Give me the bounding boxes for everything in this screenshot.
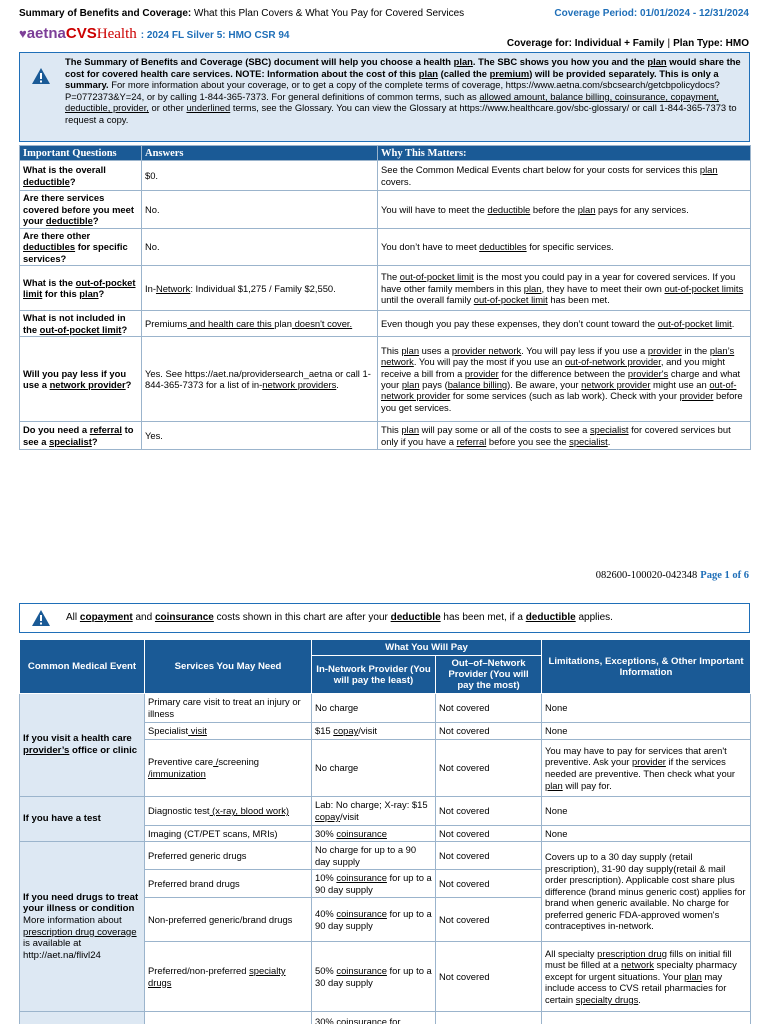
out-network-cell: Not covered: [436, 740, 542, 797]
common-medical-events-table: [19, 639, 751, 1024]
document-title: Summary of Benefits and Coverage: What this Plan Covers & What You Pay for Covered Services: [19, 8, 465, 19]
column-header-event: Common Medical Event: [20, 640, 145, 694]
heart-icon: ♥: [19, 26, 27, 41]
out-network-cell: Not covered: [436, 694, 542, 723]
question-cell: What is the overall deductible?: [20, 161, 142, 191]
column-header: Answers: [142, 146, 378, 161]
service-cell: Non-preferred generic/brand drugs: [145, 898, 312, 942]
out-network-cell: Not covered: [436, 870, 542, 898]
answer-cell: No.: [142, 229, 378, 266]
table-row: [20, 337, 751, 422]
in-network-cell: $15 copay/visit: [312, 723, 436, 740]
why-cell: See the Common Medical Events chart below for your costs for services this plan covers.: [378, 161, 751, 191]
limitations-cell: All specialty prescription drug fills on initial fill must be filled at a network specialty pharmacy except for urgent situations. Your plan may include access to CVS retail pharmacies for certain specialty drugs.: [542, 942, 751, 1012]
in-network-cell: 50% coinsurance for up to a 30 day supply: [312, 942, 436, 1012]
in-network-cell: No charge: [312, 694, 436, 723]
table-row: [20, 191, 751, 229]
page-number: Page 1 of 6: [700, 570, 749, 581]
out-network-cell: Not covered: [436, 842, 542, 870]
limitations-cell: None: [542, 826, 751, 842]
cost-sharing-notice: All copayment and coinsurance costs shown in this chart are after your deductible has been met, if a deductible applies.: [19, 603, 750, 633]
sbc-header: [19, 8, 749, 22]
why-cell: This plan uses a provider network. You will pay less if you use a provider in the plan’s network. You will pay the most if you use an out-of-network provider, and you might receive a bill from a provider for the difference between the provider's charge and what your plan pays (balance billing). Be aware, your network provider might use an out-of-network provider for some services (such as lab work). Check with your provider before you get services.: [378, 337, 751, 422]
out-network-cell: Not covered: [436, 942, 542, 1012]
in-network-cell: 10% coinsurance for up to a 90 day supply: [312, 870, 436, 898]
in-network-cell: No charge for up to a 90 day supply: [312, 842, 436, 870]
limitations-cell: Covers up to a 30 day supply (retail prescription), 31-90 day supply(retail & mail order prescription). Applicable cost share plus difference (brand minus generic cost) applies for brand when generic available. No charge for preferred generic FDA-approved women's contraceptives in-network.: [542, 842, 751, 942]
plan-type: Plan Type: HMO: [673, 38, 749, 49]
limitations-cell: You may have to pay for services that aren't preventive. Ask your provider if the services needed are preventive. Then check what your plan will pay for.: [542, 740, 751, 797]
why-cell: You don’t have to meet deductibles for specific services.: [378, 229, 751, 266]
event-cell: If you need drugs to treat your illness or condition More information about prescription drug coverage is available at http://aet.na/flivl24: [20, 842, 145, 1012]
question-cell: What is the out-of-pocket limit for this plan?: [20, 266, 142, 311]
limitations-cell: None: [542, 723, 751, 740]
answer-cell: Premiums and health care this plan doesn't cover.: [142, 311, 378, 337]
service-cell: Specialist visit: [145, 723, 312, 740]
table-row: [20, 842, 751, 870]
answer-cell: Yes.: [142, 422, 378, 450]
answer-cell: Yes. See https://aet.na/providersearch_aetna or call 1-844-365-7373 for a list of in-network providers.: [142, 337, 378, 422]
answer-cell: No.: [142, 191, 378, 229]
why-cell: Even though you pay these expenses, they don’t count toward the out-of-pocket limit.: [378, 311, 751, 337]
why-cell: You will have to meet the deductible before the plan pays for any services.: [378, 191, 751, 229]
limitations-cell: None: [542, 694, 751, 723]
table-row: [20, 161, 751, 191]
column-header: Why This Matters:: [378, 146, 751, 161]
table-row: [20, 311, 751, 337]
why-cell: This plan will pay some or all of the costs to see a specialist for covered services but only if you have a referral before you see the specialist.: [378, 422, 751, 450]
column-header-limitations: Limitations, Exceptions, & Other Important Information: [542, 640, 751, 694]
out-network-cell: Not covered: [436, 898, 542, 942]
warning-icon: [31, 67, 51, 85]
why-cell: The out-of-pocket limit is the most you could pay in a year for covered services. If you have other family members in this plan, they have to meet their own out-of-pocket limits until the overall family out-of-pocket limit has been met.: [378, 266, 751, 311]
column-header-out-network: Out–of–Network Provider (You will pay the most): [436, 656, 542, 694]
in-network-cell: 30% coinsurance for: [312, 1012, 436, 1024]
brand-row: [19, 25, 749, 47]
answer-cell: $0.: [142, 161, 378, 191]
table-row: [20, 797, 751, 826]
document-id: 082600-100020-042348: [595, 570, 698, 581]
limitations-cell: [542, 1012, 751, 1024]
answer-cell: In-Network: Individual $1,275 / Family $2,550.: [142, 266, 378, 311]
service-cell: Preferred brand drugs: [145, 870, 312, 898]
warning-icon: [31, 609, 51, 627]
event-cell: If you visit a health care provider’s office or clinic: [20, 694, 145, 797]
service-cell: [145, 1012, 312, 1024]
plan-name: : 2024 FL Silver 5: HMO CSR 94: [140, 30, 290, 41]
column-header-in-network: In-Network Provider (You will pay the least): [312, 656, 436, 694]
column-header-what-you-pay: What You Will Pay: [312, 640, 542, 656]
in-network-cell: No charge: [312, 740, 436, 797]
table-row: [20, 266, 751, 311]
question-cell: Do you need a referral to see a specialist?: [20, 422, 142, 450]
out-network-cell: Not covered: [436, 723, 542, 740]
in-network-cell: 30% coinsurance: [312, 826, 436, 842]
out-network-cell: [436, 1012, 542, 1024]
out-network-cell: Not covered: [436, 826, 542, 842]
service-cell: Imaging (CT/PET scans, MRIs): [145, 826, 312, 842]
sbc-notice: The Summary of Benefits and Coverage (SBC) document will help you choose a health plan. The SBC shows you how you and the plan would share the cost for covered health care services. NOTE: Information about the cost of this plan (called the premium) will be provided separately. This is only a summary. For more information about your coverage, or to get a copy of the complete terms of coverage, https://www.aetna.com/sbcsearch/getcbpolicydocs?P=0772373&Y=24, or by calling 1-844-365-7373. For general definitions of common terms, such as allowed amount, balance billing, coinsurance, copayment, deductible, provider, or other underlined terms, see the Glossary. You can view the Glossary at https://www.healthcare.gov/sbc-glossary/ or call 1-844-365-7373 to request a copy.: [19, 52, 750, 142]
question-cell: Are there services covered before you meet your deductible?: [20, 191, 142, 229]
event-cell: [20, 1012, 145, 1024]
aetna-cvs-logo: ♥aetnaCVSHealth : 2024 FL Silver 5: HMO CSR 94: [19, 25, 290, 42]
coverage-for: Coverage for: Individual + Family | Plan Type: HMO: [506, 38, 749, 49]
out-network-cell: Not covered: [436, 797, 542, 826]
question-cell: What is not included in the out-of-pocket limit?: [20, 311, 142, 337]
important-questions-table: [19, 145, 751, 450]
table-row: [20, 694, 751, 723]
service-cell: Preventive care /screening /immunization: [145, 740, 312, 797]
question-cell: Are there other deductibles for specific services?: [20, 229, 142, 266]
limitations-cell: None: [542, 797, 751, 826]
table-row: [20, 422, 751, 450]
in-network-cell: 40% coinsurance for up to a 90 day supply: [312, 898, 436, 942]
service-cell: Preferred generic drugs: [145, 842, 312, 870]
coverage-period: Coverage Period: 01/01/2024 - 12/31/2024: [554, 8, 749, 19]
question-cell: Will you pay less if you use a network provider?: [20, 337, 142, 422]
service-cell: Primary care visit to treat an injury or illness: [145, 694, 312, 723]
column-header-services: Services You May Need: [145, 640, 312, 694]
column-header: Important Questions: [20, 146, 142, 161]
table-row: [20, 229, 751, 266]
event-cell: If you have a test: [20, 797, 145, 842]
in-network-cell: Lab: No charge; X-ray: $15 copay/visit: [312, 797, 436, 826]
page-footer: [596, 570, 749, 581]
service-cell: Preferred/non-preferred specialty drugs: [145, 942, 312, 1012]
service-cell: Diagnostic test (x-ray, blood work): [145, 797, 312, 826]
table-row: [20, 1012, 751, 1024]
